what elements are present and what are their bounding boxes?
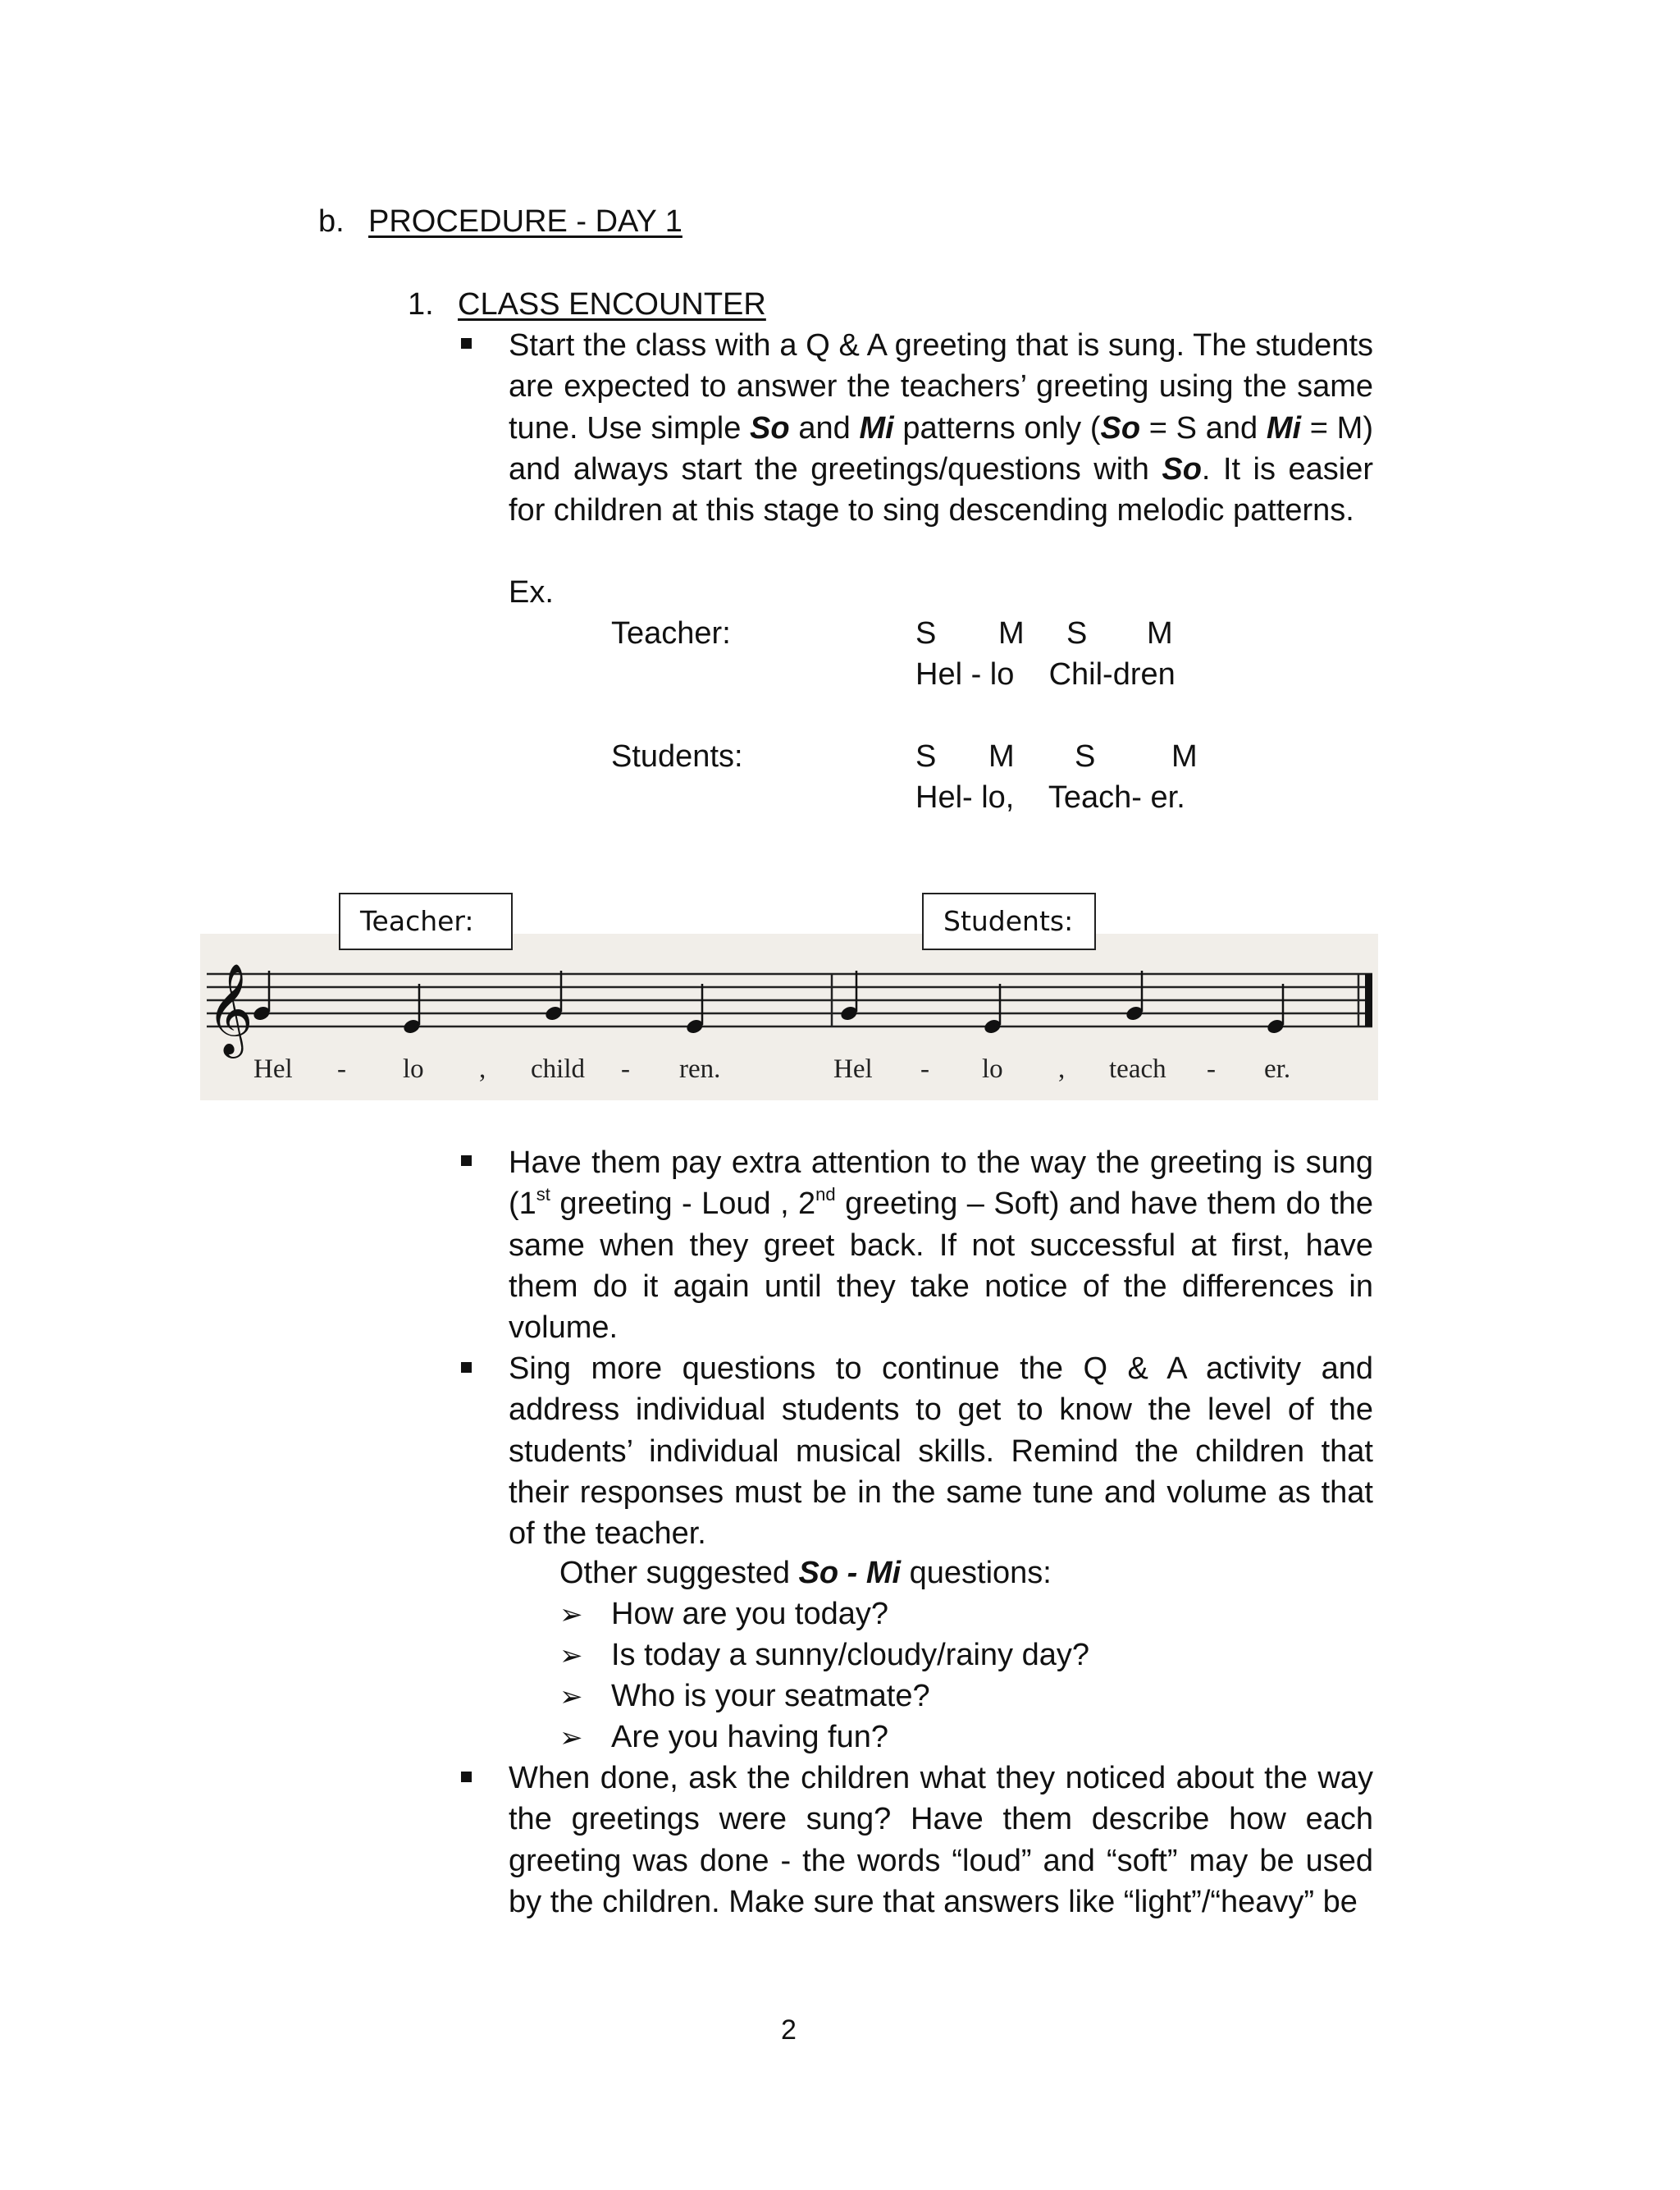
students-box: Students: — [922, 893, 1096, 950]
example-label: Ex. — [509, 575, 554, 610]
lyric-comma: , — [1058, 1054, 1066, 1084]
lyric-syllable: ren. — [679, 1054, 721, 1084]
bullet-marker — [461, 1362, 472, 1373]
arrow-bullet-icon: ➢ — [559, 1681, 583, 1712]
suggested-question: ➢ Are you having fun? — [559, 1720, 889, 1754]
students-note: M — [1171, 739, 1198, 774]
arrow-bullet-icon: ➢ — [559, 1599, 583, 1630]
lyric-syllable: teach — [1109, 1054, 1166, 1084]
lyric-syllable: Hel — [833, 1054, 873, 1084]
students-note: M — [988, 739, 1015, 774]
students-note: S — [1075, 739, 1096, 774]
treble-clef-icon: 𝄞 — [207, 962, 253, 1054]
bullet-marker — [461, 1772, 472, 1782]
section-number: 1. — [408, 287, 434, 322]
teacher-note: M — [998, 616, 1025, 651]
section-title: CLASS ENCOUNTER — [458, 287, 766, 322]
lyric-syllable: lo — [403, 1054, 424, 1084]
bullet-paragraph-4: When done, ask the children what they noticed about the way the greetings were sung? Have them describe how each greeting was done - the words “loud” and “soft” may be used by the children. Make sure that answers like “light”/“heavy” be — [509, 1761, 1373, 1919]
suggested-question: ➢ Is today a sunny/cloudy/rainy day? — [559, 1638, 1090, 1672]
lyric-syllable: er. — [1264, 1054, 1291, 1084]
lyric-hyphen: - — [920, 1054, 929, 1084]
section-marker: b. — [318, 204, 345, 239]
lyric-comma: , — [479, 1054, 486, 1084]
teacher-box: Teacher: — [339, 893, 513, 950]
lyric-syllable: lo — [982, 1054, 1003, 1084]
lyric-syllable: child — [531, 1054, 585, 1084]
lyric-hyphen: - — [1207, 1054, 1216, 1084]
students-note: S — [915, 739, 937, 774]
page-number: 2 — [781, 2014, 797, 2046]
teacher-words: Hel - lo Chil-dren — [915, 657, 1176, 692]
bullet-paragraph-3: Sing more questions to continue the Q & A activity and address individual students to get to know the level of the students’ individual musical skills. Remind the children that their responses must be in the same tune and volume as that of the teacher. — [509, 1351, 1373, 1552]
students-label: Students: — [611, 739, 743, 774]
lyric-hyphen: - — [621, 1054, 630, 1084]
suggested-intro: Other suggested So - Mi questions: — [559, 1556, 1052, 1590]
lyric-hyphen: - — [337, 1054, 346, 1084]
bullet-paragraph-2: Have them pay extra attention to the way the greeting is sung (1st greeting - Loud , 2nd greeting – Soft) and have them do the same when they greet back. If not successful at first, have them do it again until they take notice of the differences in volume. — [509, 1145, 1373, 1346]
lyric-syllable: Hel — [253, 1054, 293, 1084]
students-words: Hel- lo, Teach- er. — [915, 780, 1185, 815]
arrow-bullet-icon: ➢ — [559, 1722, 583, 1753]
bullet-marker — [461, 1155, 472, 1166]
teacher-note: S — [915, 616, 937, 651]
suggested-question: ➢ How are you today? — [559, 1597, 888, 1631]
bullet-paragraph-1: Start the class with a Q & A greeting that is sung. The students are expected to answer the teachers’ greeting using the same tune. Use simple So and Mi patterns only (So = S and Mi = M) and always start the greetings/questions with So. It is easier for children at this stage to sing descending melodic patterns. — [509, 328, 1373, 528]
arrow-bullet-icon: ➢ — [559, 1640, 583, 1671]
teacher-label: Teacher: — [611, 616, 731, 651]
teacher-note: M — [1147, 616, 1173, 651]
teacher-note: S — [1066, 616, 1088, 651]
suggested-question: ➢ Who is your seatmate? — [559, 1679, 930, 1713]
page-heading: PROCEDURE - DAY 1 — [368, 204, 682, 239]
